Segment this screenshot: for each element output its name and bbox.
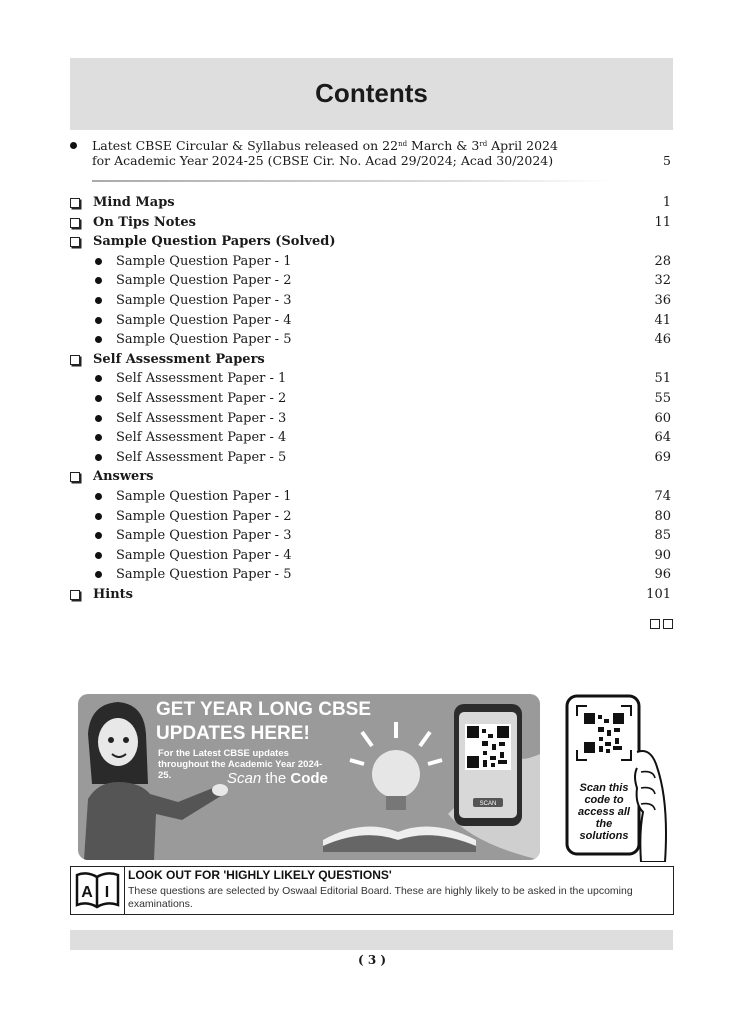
toc-item[interactable] — [70, 330, 673, 350]
toc-item[interactable] — [70, 409, 673, 429]
bullet-icon — [95, 493, 102, 500]
ai-box-heading: LOOK OUT FOR 'HIGHLY LIKELY QUESTIONS' — [128, 868, 392, 882]
phone-scan-button: SCAN — [479, 801, 497, 807]
scan-the: the — [261, 770, 291, 787]
end-mark-icon — [647, 614, 673, 633]
bullet-icon — [95, 375, 102, 382]
bullet-icon — [95, 277, 102, 284]
toc-label: Self Assessment Papers — [93, 351, 265, 367]
toc-label: Sample Question Paper - 5 — [116, 332, 292, 348]
checkbox-icon — [70, 472, 80, 482]
circular-page-number: 5 — [663, 153, 671, 168]
toc-label: Sample Question Papers (Solved) — [93, 234, 336, 250]
bullet-icon — [95, 317, 102, 324]
svg-text:I: I — [104, 884, 110, 901]
toc-item[interactable] — [70, 428, 673, 448]
toc-label: Sample Question Paper - 5 — [116, 567, 292, 583]
toc-page-number: 36 — [654, 292, 671, 308]
header-band — [70, 58, 673, 130]
circular-text-line2: for Academic Year 2024-25 (CBSE Cir. No. Acad 29/2024; Acad 30/2024) — [92, 153, 554, 168]
toc-item[interactable] — [70, 546, 673, 566]
circular-text-part: March & 3 — [407, 138, 480, 153]
bullet-icon — [95, 297, 102, 304]
toc-label: Sample Question Paper - 4 — [116, 547, 292, 563]
toc-page-number: 46 — [654, 332, 671, 348]
bullet-icon — [95, 258, 102, 265]
toc-label: Self Assessment Paper - 4 — [116, 430, 287, 446]
bullet-icon — [95, 532, 102, 539]
bullet-icon — [95, 434, 102, 441]
divider — [92, 180, 612, 182]
svg-text:A: A — [81, 884, 93, 901]
toc-item[interactable] — [70, 487, 673, 507]
banner-subtext: For the Latest CBSE updates throughout the Academic Year 2024-25. — [158, 748, 323, 781]
circular-text-part: April 2024 — [487, 138, 558, 153]
banner-headline — [156, 698, 396, 746]
toc-page-number: 101 — [646, 586, 671, 602]
banner-headline-line2: UPDATES HERE! — [156, 723, 310, 744]
scan-word: Scan — [227, 770, 262, 787]
toc-item[interactable] — [70, 448, 673, 468]
scan-code: Code — [290, 770, 328, 787]
toc-item[interactable] — [70, 507, 673, 527]
bullet-icon — [95, 571, 102, 578]
checkbox-icon — [70, 218, 80, 228]
highly-likely-questions-box — [70, 866, 674, 915]
toc-item[interactable] — [70, 389, 673, 409]
toc-page-number: 60 — [654, 410, 671, 426]
toc-label: Self Assessment Paper - 1 — [116, 371, 287, 387]
toc-label: Sample Question Paper - 1 — [116, 253, 292, 269]
checkbox-icon — [70, 198, 80, 208]
toc-page-number: 41 — [654, 312, 671, 328]
toc-page-number: 85 — [654, 528, 671, 544]
toc-page-number: 28 — [654, 253, 671, 269]
toc-page-number: 90 — [654, 547, 671, 563]
toc-label: Sample Question Paper - 2 — [116, 508, 292, 524]
promo-banner[interactable] — [78, 694, 540, 860]
toc-page-number: 1 — [662, 195, 671, 210]
checkbox-icon — [70, 590, 80, 600]
toc-section[interactable] — [70, 467, 673, 487]
ai-book-icon — [71, 867, 125, 914]
banner-scan-text — [227, 770, 328, 787]
toc-list — [70, 193, 673, 604]
ai-box-text: These questions are selected by Oswaal Editorial Board. These are highly likely to be asked in the upcoming examinations. — [128, 885, 633, 910]
toc-page-number: 55 — [654, 390, 671, 406]
bullet-icon — [70, 142, 77, 149]
toc-item[interactable] — [70, 526, 673, 546]
bullet-icon — [95, 552, 102, 559]
page-number: ( 3 ) — [357, 953, 387, 967]
circular-text-part: Latest CBSE Circular & Syllabus released on 22 — [92, 138, 399, 153]
page-title: Contents — [315, 78, 428, 108]
toc-label: Answers — [93, 469, 154, 485]
toc-section[interactable] — [70, 193, 673, 213]
circular-sup: rd — [479, 140, 488, 148]
toc-page-number: 74 — [654, 488, 671, 504]
toc-page-number: 64 — [654, 430, 671, 446]
toc-label: Sample Question Paper - 3 — [116, 292, 292, 308]
bullet-icon — [95, 395, 102, 402]
toc-section[interactable] — [70, 585, 673, 605]
toc-section[interactable] — [70, 232, 673, 252]
bullet-icon — [95, 336, 102, 343]
footer-band — [70, 930, 673, 950]
bullet-icon — [95, 454, 102, 461]
bullet-icon — [95, 415, 102, 422]
toc-page-number: 80 — [654, 508, 671, 524]
toc-label: Sample Question Paper - 1 — [116, 488, 292, 504]
banner-headline-line1: GET YEAR LONG CBSE — [156, 699, 372, 720]
toc-label: Self Assessment Paper - 5 — [116, 449, 287, 465]
toc-page-number: 69 — [654, 449, 671, 465]
toc-page-number: 96 — [654, 567, 671, 583]
toc-item[interactable] — [70, 252, 673, 272]
toc-section[interactable] — [70, 350, 673, 370]
toc-item[interactable] — [70, 311, 673, 331]
circular-text — [92, 138, 612, 168]
toc-label: Sample Question Paper - 4 — [116, 312, 292, 328]
toc-item[interactable] — [70, 291, 673, 311]
toc-page-number: 11 — [654, 214, 671, 230]
circular-sup: nd — [398, 140, 408, 148]
toc-label: Sample Question Paper - 2 — [116, 273, 292, 289]
scan-note: Scan this code to access all the solutions — [578, 782, 630, 842]
checkbox-icon — [70, 355, 80, 365]
toc-item[interactable] — [70, 565, 673, 585]
toc-page-number: 51 — [654, 371, 671, 387]
toc-label: Sample Question Paper - 3 — [116, 528, 292, 544]
toc-label: On Tips Notes — [93, 214, 196, 230]
toc-item[interactable] — [70, 369, 673, 389]
bullet-icon — [95, 513, 102, 520]
toc-label: Self Assessment Paper - 2 — [116, 390, 287, 406]
toc-section[interactable] — [70, 213, 673, 233]
toc-label: Self Assessment Paper - 3 — [116, 410, 287, 426]
toc-item[interactable] — [70, 271, 673, 291]
toc-label: Mind Maps — [93, 195, 175, 210]
checkbox-icon — [70, 237, 80, 247]
toc-label: Hints — [93, 586, 133, 602]
toc-page-number: 32 — [654, 273, 671, 289]
